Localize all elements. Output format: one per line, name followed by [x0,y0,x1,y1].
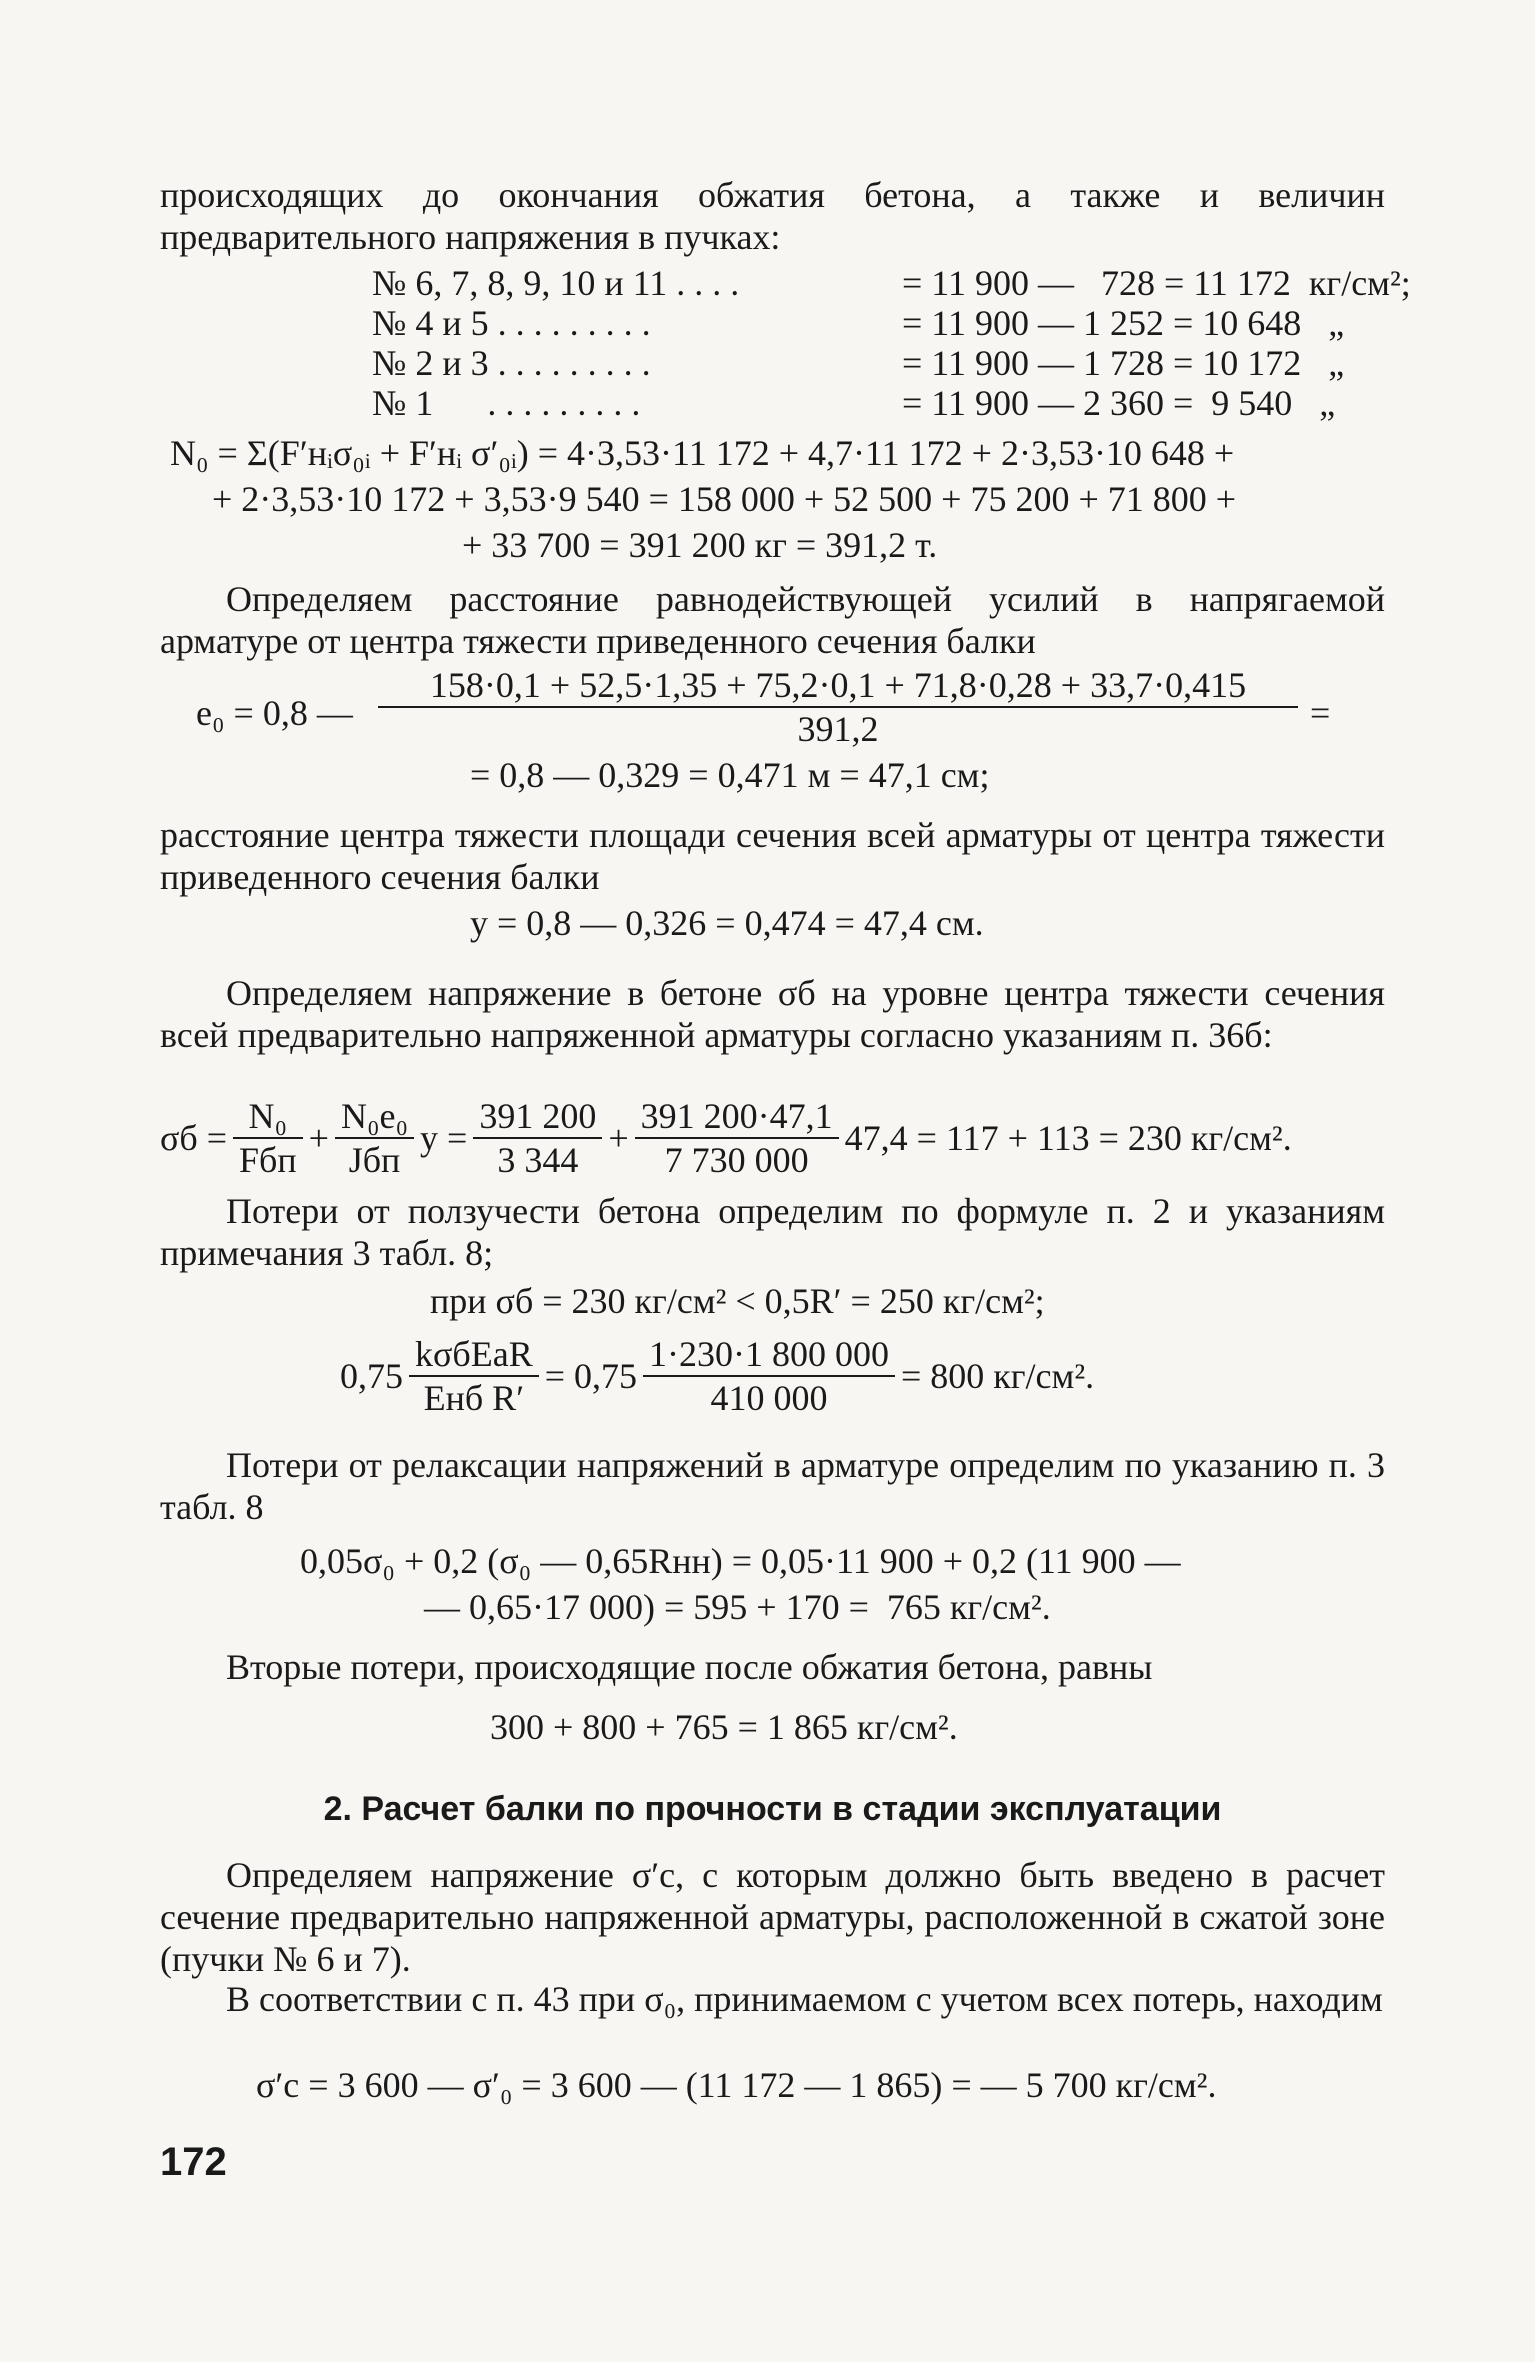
e0-result: = 0,8 — 0,329 = 0,471 м = 47,1 см; [470,755,990,795]
e0-lhs: e₀ = 0,8 — [196,693,353,733]
paragraph-text: Вторые потери, происходящие после обжатия бетона, равны [226,1647,1153,1687]
relax-formula [160,1540,1385,1630]
paragraph-creep [160,1190,1385,1274]
loss-row [372,382,1336,424]
final-formula [160,2064,1385,2108]
loss-row [372,302,1345,344]
loss-bundle: № 2 и 3 . . . . . . . . . [372,343,651,383]
loss-bundle: № 4 и 5 . . . . . . . . . [372,303,651,343]
fraction-numerator: 391 200·47,1 [635,1095,839,1139]
sigma-fraction [635,1095,839,1181]
paragraph-text: Определяем напряжение в бетоне σб на уровне центра тяжести сечения всей предварительно напряженной арматуры согласно указаниям п. 36б: [160,973,1385,1055]
n0-line-2: + 2·3,53·10 172 + 3,53·9 540 = 158 000 + 52 500 + 75 200 + 71 800 + [212,479,1237,519]
fraction-denominator: Jбп [348,1140,401,1180]
paragraph-centroid [160,814,1385,898]
creep-formula [160,1280,1385,1430]
fraction-denominator: 3 344 [497,1140,579,1180]
page-number: 172 [160,2140,227,2184]
loss-formula: = 11 900 — 2 360 = 9 540 „ [902,383,1336,423]
e0-denominator: 391,2 [797,709,879,749]
y-equation: y = 0,8 — 0,326 = 0,474 = 47,4 см. [470,903,984,943]
sigma-row [160,1088,1292,1188]
losses-table [160,262,1411,423]
relax-line-1: 0,05σ₀ + 0,2 (σ₀ — 0,65Rнн) = 0,05·11 900 + 0,2 (11 900 — [300,1541,1181,1581]
loss-formula: = 11 900 — 728 = 11 172 кг/см²; [902,263,1411,303]
relax-line-2: — 0,65·17 000) = 595 + 170 = 765 кг/см². [424,1587,1051,1627]
loss-bundle: № 1 . . . . . . . . . [372,383,641,423]
paragraph-all-losses [160,1978,1385,2020]
paragraph-text: Определяем напряжение σ′с, с которым должно быть введено в расчет сечение предварительно напряженной арматуры, расположенной в сжатой зоне (пучки № 6 и 7). [160,1855,1385,1979]
loss-bundle: № 6, 7, 8, 9, 10 и 11 . . . . [372,263,740,303]
e0-numerator: 158·0,1 + 52,5·1,35 + 75,2·0,1 + 71,8·0,28 + 33,7·0,415 [378,664,1298,708]
final-equation: σ′с = 3 600 — σ′₀ = 3 600 — (11 172 — 1 865) = — 5 700 кг/см². [256,2065,1217,2105]
plus-sign: + [608,1118,629,1158]
section-heading: 2. Расчет балки по прочности в стадии эксплуатации [323,1790,1222,1828]
creep-fraction [409,1333,539,1419]
fraction-denominator: 7 730 000 [664,1140,809,1180]
paragraph-stress [160,972,1385,1056]
creep-condition: при σб = 230 кг/см² < 0,5R′ = 250 кг/см²; [430,1281,1045,1321]
paragraph-compressed-zone [160,1854,1385,1980]
fraction-numerator: N₀ [233,1095,303,1139]
e0-equals: = [1310,693,1331,733]
second-losses-sum [160,1706,1385,1750]
fraction-numerator: 1·230·1 800 000 [643,1333,895,1377]
n0-line-1: N₀ = Σ(F′нᵢσ₀ᵢ + F′нᵢ σ′₀ᵢ) = 4·3,53·11 172 + 4,7·11 172 + 2·3,53·10 648 + [170,433,1235,473]
n0-line-3: + 33 700 = 391 200 кг = 391,2 т. [462,525,938,565]
paragraph-text: Потери от релаксации напряжений в арматуре определим по указанию п. 3 табл. 8 [160,1445,1385,1527]
loss-row [372,262,1411,304]
fraction-numerator: 391 200 [473,1095,602,1139]
paragraph-text: расстояние центра тяжести площади сечения всей арматуры от центра тяжести приведенного сечения балки [160,815,1385,897]
sigma-y: y = [420,1118,468,1158]
paragraph-second-losses [160,1646,1385,1688]
intro-text: происходящих до окончания обжатия бетона, а также и величин предварительного напряжения в пучках: [160,175,1385,257]
creep-result: = 800 кг/см². [901,1356,1095,1396]
creep-coefficient: 0,75 [340,1356,403,1396]
sigma-formula [160,1088,1385,1188]
loss-formula: = 11 900 — 1 252 = 10 648 „ [902,303,1345,343]
loss-formula: = 11 900 — 1 728 = 10 172 „ [902,343,1345,383]
paragraph-text: Потери от ползучести бетона определим по формуле п. 2 и указаниям примечания 3 табл. 8; [160,1191,1385,1273]
paragraph-relaxation [160,1444,1385,1528]
paragraph-text: В соответствии с п. 43 при σ₀, принимаемом с учетом всех потерь, находим [226,1979,1383,2019]
fraction-denominator: 410 000 [710,1378,828,1418]
sigma-fraction [233,1095,303,1181]
intro-paragraph [160,174,1385,258]
n0-formula [160,432,1385,572]
e0-formula [160,664,1385,794]
sigma-lhs: σб = [160,1118,228,1158]
creep-middle: = 0,75 [544,1356,638,1396]
creep-row [340,1326,1094,1426]
fraction-denominator: Eнб R′ [423,1378,525,1418]
second-losses-equation: 300 + 800 + 765 = 1 865 кг/см². [490,1707,958,1747]
paragraph-text: Определяем расстояние равнодействующей усилий в напрягаемой арматуре от центра тяжести приведенного сечения балки [160,579,1385,661]
sigma-fraction [473,1095,602,1181]
fraction-denominator: Fбп [239,1140,297,1180]
y-formula [160,902,1385,946]
creep-fraction [643,1333,895,1419]
sigma-fraction [335,1095,414,1181]
fraction-numerator: N₀e₀ [335,1095,414,1139]
loss-row [372,342,1345,384]
plus-sign: + [308,1118,329,1158]
fraction-numerator: kσбEaR [409,1333,539,1377]
paragraph-resultant [160,578,1385,662]
sigma-result: 47,4 = 117 + 113 = 230 кг/см². [844,1118,1292,1158]
